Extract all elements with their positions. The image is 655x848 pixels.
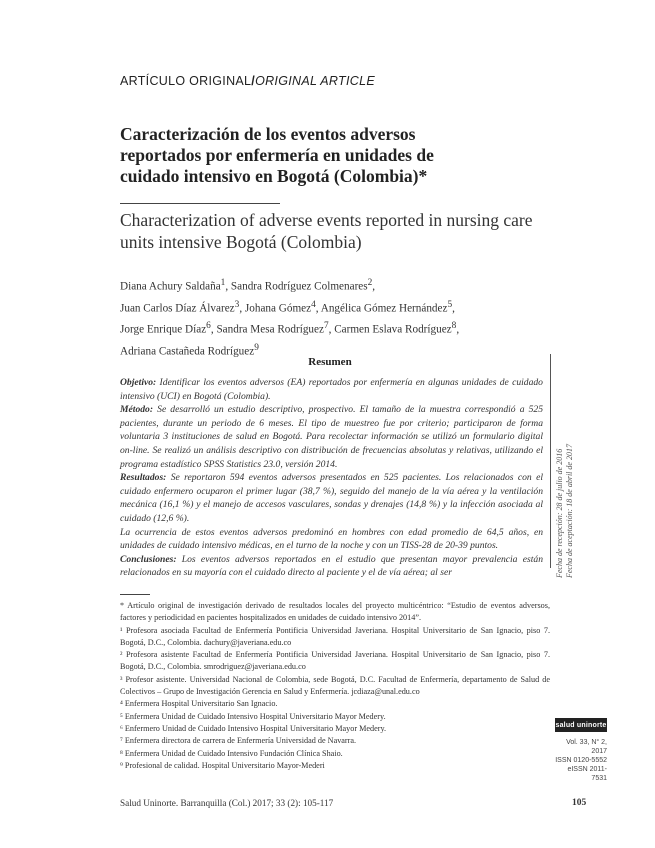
author-affiliation-mark: 2 <box>367 278 373 288</box>
author-name: Adriana Castañeda Rodríguez <box>120 345 255 358</box>
abstract-objective <box>120 376 543 403</box>
abstract-method <box>120 403 543 471</box>
footnote: ⁸ Enfermera Unidad de Cuidado Intensivo Fundación Clínica Shaio. <box>120 748 343 758</box>
footer-citation: Salud Uninorte. Barranquilla (Col.) 2017; 33 (2): 105-117 <box>120 798 334 808</box>
article-type-es: ARTÍCULO ORIGINAL <box>120 74 252 88</box>
abstract-results-label: Resultados: <box>120 472 167 484</box>
footnote: ⁴ Enfermera Hospital Universitario San Ignacio. <box>120 699 278 709</box>
footnote: ⁶ Enfermero Unidad de Cuidado Intensivo Hospital Universitario Mayor Medery. <box>120 723 387 733</box>
author-name: Sandra Rodríguez Colmenares <box>230 280 368 293</box>
author-name: Juan Carlos Díaz Álvarez <box>120 302 235 315</box>
abstract-objective-label: Objetivo: <box>120 377 157 388</box>
author-name: Angélica Gómez Hernández <box>320 302 448 315</box>
author-affiliation-mark: 6 <box>206 321 211 332</box>
footnote: ⁷ Enfermera directora de carrera de Enfermería Universidad de Navarra. <box>120 736 357 746</box>
footnotes <box>120 600 550 772</box>
author-affiliation-mark: 9 <box>254 343 259 354</box>
abstract-results <box>120 471 543 525</box>
title-spanish: Caracterización de los eventos adversos reportados por enfermería en unidades de cuidado intensivo en Bogotá (Colombia)* <box>120 124 434 186</box>
author-affiliation-mark: 5 <box>447 299 453 310</box>
author-name: Johana Gómez <box>244 302 312 315</box>
footnote: ⁵ Enfermera Unidad de Cuidado Intensivo Hospital Universitario Mayor Medery. <box>120 711 386 721</box>
received-date: Fecha de recepción: 28 de julio de 2016 <box>555 448 564 578</box>
journal-eissn: eISSN 2011-7531 <box>567 766 607 782</box>
accepted-date: Fecha de aceptación: 18 de abril de 2017 <box>564 444 574 578</box>
article-type-en: ORIGINAL ARTICLE <box>255 74 375 88</box>
abstract-conclusions-text: Los eventos adversos reportados en el estudio que presentan mayor prevalencia están relacionados en su mayoría con el cuidado directo al paciente y el de vía aérea; al ser <box>120 553 543 579</box>
abstract-conclusions <box>120 553 543 580</box>
title-english: Characterization of adverse events reported in nursing care units intensive Bogotá (Colombia) <box>120 210 533 252</box>
footnote: ² Profesora asistente Facultad de Enfermería Pontificia Universidad Javeriana. Hospital Universitario de San Ignacio, piso 7. Bogotá, D.C., Colombia. smrodriguez@javeriana.edu.co <box>120 650 550 672</box>
abstract-method-label: Método: <box>120 404 154 416</box>
title-divider <box>120 203 280 204</box>
footnote: ⁹ Profesional de calidad. Hospital Universitario Mayor-Mederi <box>120 760 325 770</box>
author-affiliation-mark: 7 <box>323 321 329 332</box>
abstract-heading: Resumen <box>308 356 352 368</box>
journal-volume: Vol. 33, N° 2, 2017 <box>566 739 607 755</box>
submission-dates <box>555 428 575 578</box>
footnote: * Artículo original de investigación derivado de resultados locales del proyecto multicéntrico: “Estudio de eventos adversos, factores y periodicidad en pacientes hospitalizados en unidades de cuidado intensivo 2014”. <box>120 601 550 623</box>
author-affiliation-mark: 8 <box>451 321 457 332</box>
footnote-divider <box>120 594 150 595</box>
author-name: Sandra Mesa Rodríguez <box>216 324 324 337</box>
footnote: ³ Profesor asistente. Universidad Nacional de Colombia, sede Bogotá, D.C. Facultad de Enfermería, departamento de Salud de Colectivos – Grupo de Investigación Gerencia en Salud y Enfermería. jcdiaza@unal.edu.co <box>120 674 550 697</box>
author-affiliation-mark: 4 <box>311 299 316 310</box>
author-name: Carmen Eslava Rodríguez <box>334 324 452 337</box>
author-name: Jorge Enrique Díaz <box>120 324 207 337</box>
journal-logo: salud uninorte <box>555 718 607 732</box>
journal-issn: ISSN 0120-5552 <box>555 757 607 764</box>
author-affiliation-mark: 1 <box>220 278 226 288</box>
footnote: ¹ Profesora asociada Facultad de Enfermería Pontificia Universidad Javeriana. Hospital Universitario de San Ignacio, piso 7. Bogotá, D.C., Colombia. dachury@javeriana.edu.co <box>120 625 550 647</box>
abstract-results-text: Se reportaron 594 eventos adversos presentados en 525 pacientes. Los relacionados con el cuidado enfermero ocuparon el primer lugar (38,7 %), seguido del manejo de la vía aérea y la ventilación mecánica (16,1 %) y el manejo de accesos vasculares, sondas y drenajes (14,8 %) y la infección asociada al cuidado (12,6 %). <box>120 472 543 524</box>
article-type-label <box>120 74 375 88</box>
article-type-separator: / <box>251 74 256 88</box>
page-number: 105 <box>572 798 587 808</box>
abstract-conclusions-label: Conclusiones: <box>120 553 177 565</box>
abstract-objective-text: Identificar los eventos adversos (EA) reportados por enfermería en algunas unidades de cuidado intensivo (UCI) en Bogotá (Colombia). <box>120 377 543 402</box>
journal-info-box <box>555 718 607 783</box>
author-affiliation-mark: 3 <box>234 299 240 310</box>
abstract-side-rule <box>550 354 551 568</box>
abstract-method-text: Se desarrolló un estudio descriptivo, prospectivo. El tamaño de la muestra correspondió a 525 pacientes, durante un periodo de 6 meses. El tipo de muestreo fue por criterio; participaron de forma voluntaria 3 instituciones de salud en Bogotá. Para recolectar información se utilizó un formulario digital on-line. Se realizó un análisis descriptivo con distribución de frecuencias absolutas y relativas, utilizando el programa estadístico SPSS Statistics 23.0, versión 2014. <box>120 404 543 470</box>
abstract-body <box>120 376 543 580</box>
journal-details <box>555 738 607 783</box>
abstract-results-continued: La ocurrencia de estos eventos adversos predominó en hombres con edad promedio de 64,5 años, en unidades de cuidado intensivo médicas, en el turno de la noche y con un TISS-28 de 20-39 puntos. <box>120 526 543 552</box>
author-name: Diana Achury Saldaña <box>120 280 221 293</box>
author-list: Diana Achury Saldaña$^1$, Sandra Rodríguez Colmenares$^2$, Juan Carlos Díaz Álvarez$^3$, Johana Gómez$^4$, Angélica Gómez Hernández$^5$, Jorge Enrique Díaz$^6$, Sandra Mesa Rodríguez$^7$, Carmen Eslava Rodríguez$^8$, Adriana Castañeda Rodríguez$^9$ <box>120 278 460 358</box>
